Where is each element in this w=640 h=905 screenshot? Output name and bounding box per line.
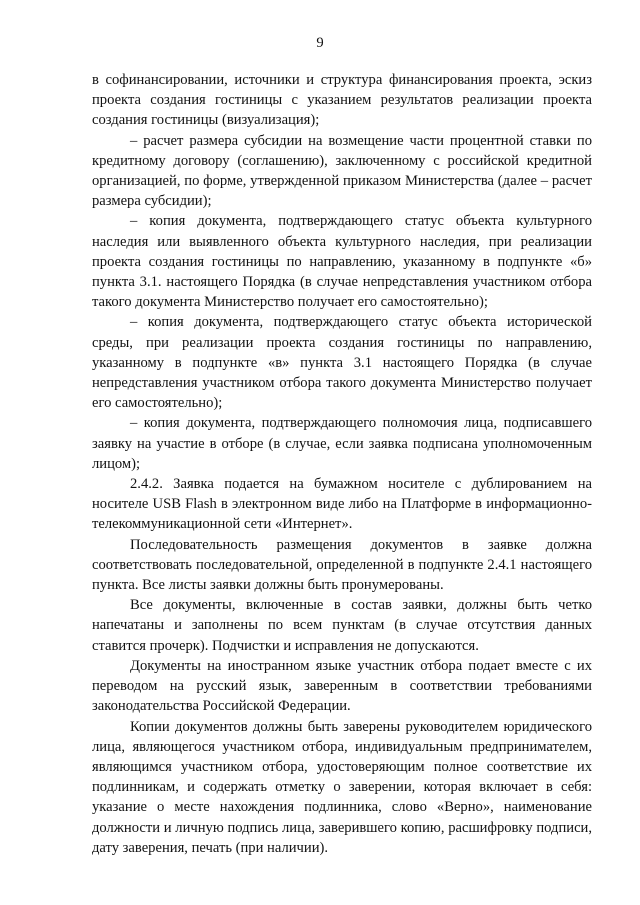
- paragraph-2: – расчет размера субсидии на возмещение части процентной ставки по кредитному договору (соглашению), заключенному с российской кредитной организацией, по форме, утвержденной приказом Министерства (далее – расчет размера субсидии);: [92, 132, 592, 210]
- paragraph-6: 2.4.2. Заявка подается на бумажном носителе с дублированием на носителе USB Flash в электронном виде либо на Платформе в информационно-телекоммуникационной сети «Интернет».: [92, 476, 592, 533]
- paragraph-7: Последовательность размещения документов в заявке должна соответствовать последовательной, определенной в подпункте 2.4.1 настоящего пункта. Все листы заявки должны быть пронумерованы.: [92, 536, 592, 594]
- paragraph-1: в софинансировании, источники и структура финансирования проекта, эскиз проекта создания гостиницы с указанием результатов реализации проекта создания гостиницы (визуализация);: [92, 72, 592, 129]
- paragraph-5: – копия документа, подтверждающего полномочия лица, подписавшего заявку на участие в отборе (в случае, если заявка подписана уполномоченным лицом);: [92, 415, 592, 472]
- paragraph-3: – копия документа, подтверждающего статус объекта культурного наследия или выявленного объекта культурного наследия, при реализации проекта создания гостиницы по направлению, указанному в подпункте «б» пункта 3.1. настоящего Порядка (в случае непредставления участником отбора такого документа Министерство получает его самостоятельно);: [92, 213, 592, 311]
- page-number: 9: [316, 35, 324, 51]
- paragraph-4: – копия документа, подтверждающего статус объекта исторической среды, при реализации проекта создания гостиницы по направлению, указанному в подпункте «в» пункта 3.1 настоящего Порядка (в случае непредставления участником отбора такого документа Министерство получает его самостоятельно);: [92, 314, 592, 412]
- paragraph-8: Все документы, включенные в состав заявки, должны быть четко напечатаны и заполнены по всем пунктам (в случае отсутствия данных ставится прочерк). Подчистки и исправления не допускаются.: [92, 597, 592, 654]
- paragraph-9: Документы на иностранном языке участник отбора подает вместе с их переводом на русский язык, заверенным в соответствии требованиями законодательства Российской Федерации.: [92, 657, 592, 715]
- document-body: [92, 70, 592, 858]
- paragraph-10: Копии документов должны быть заверены руководителем юридического лица, являющегося участником отбора, индивидуальным предпринимателем, являющимся участником отбора, удостоверяющим полное соответствие их подлинникам, и содержать отметку о заверении, которая включает в себя: указание о месте нахождения подлинника, слово «Верно», наименование должности и личную подпись лица, заверившего копию, расшифровку подписи, дату заверения, печать (при наличии).: [92, 718, 592, 856]
